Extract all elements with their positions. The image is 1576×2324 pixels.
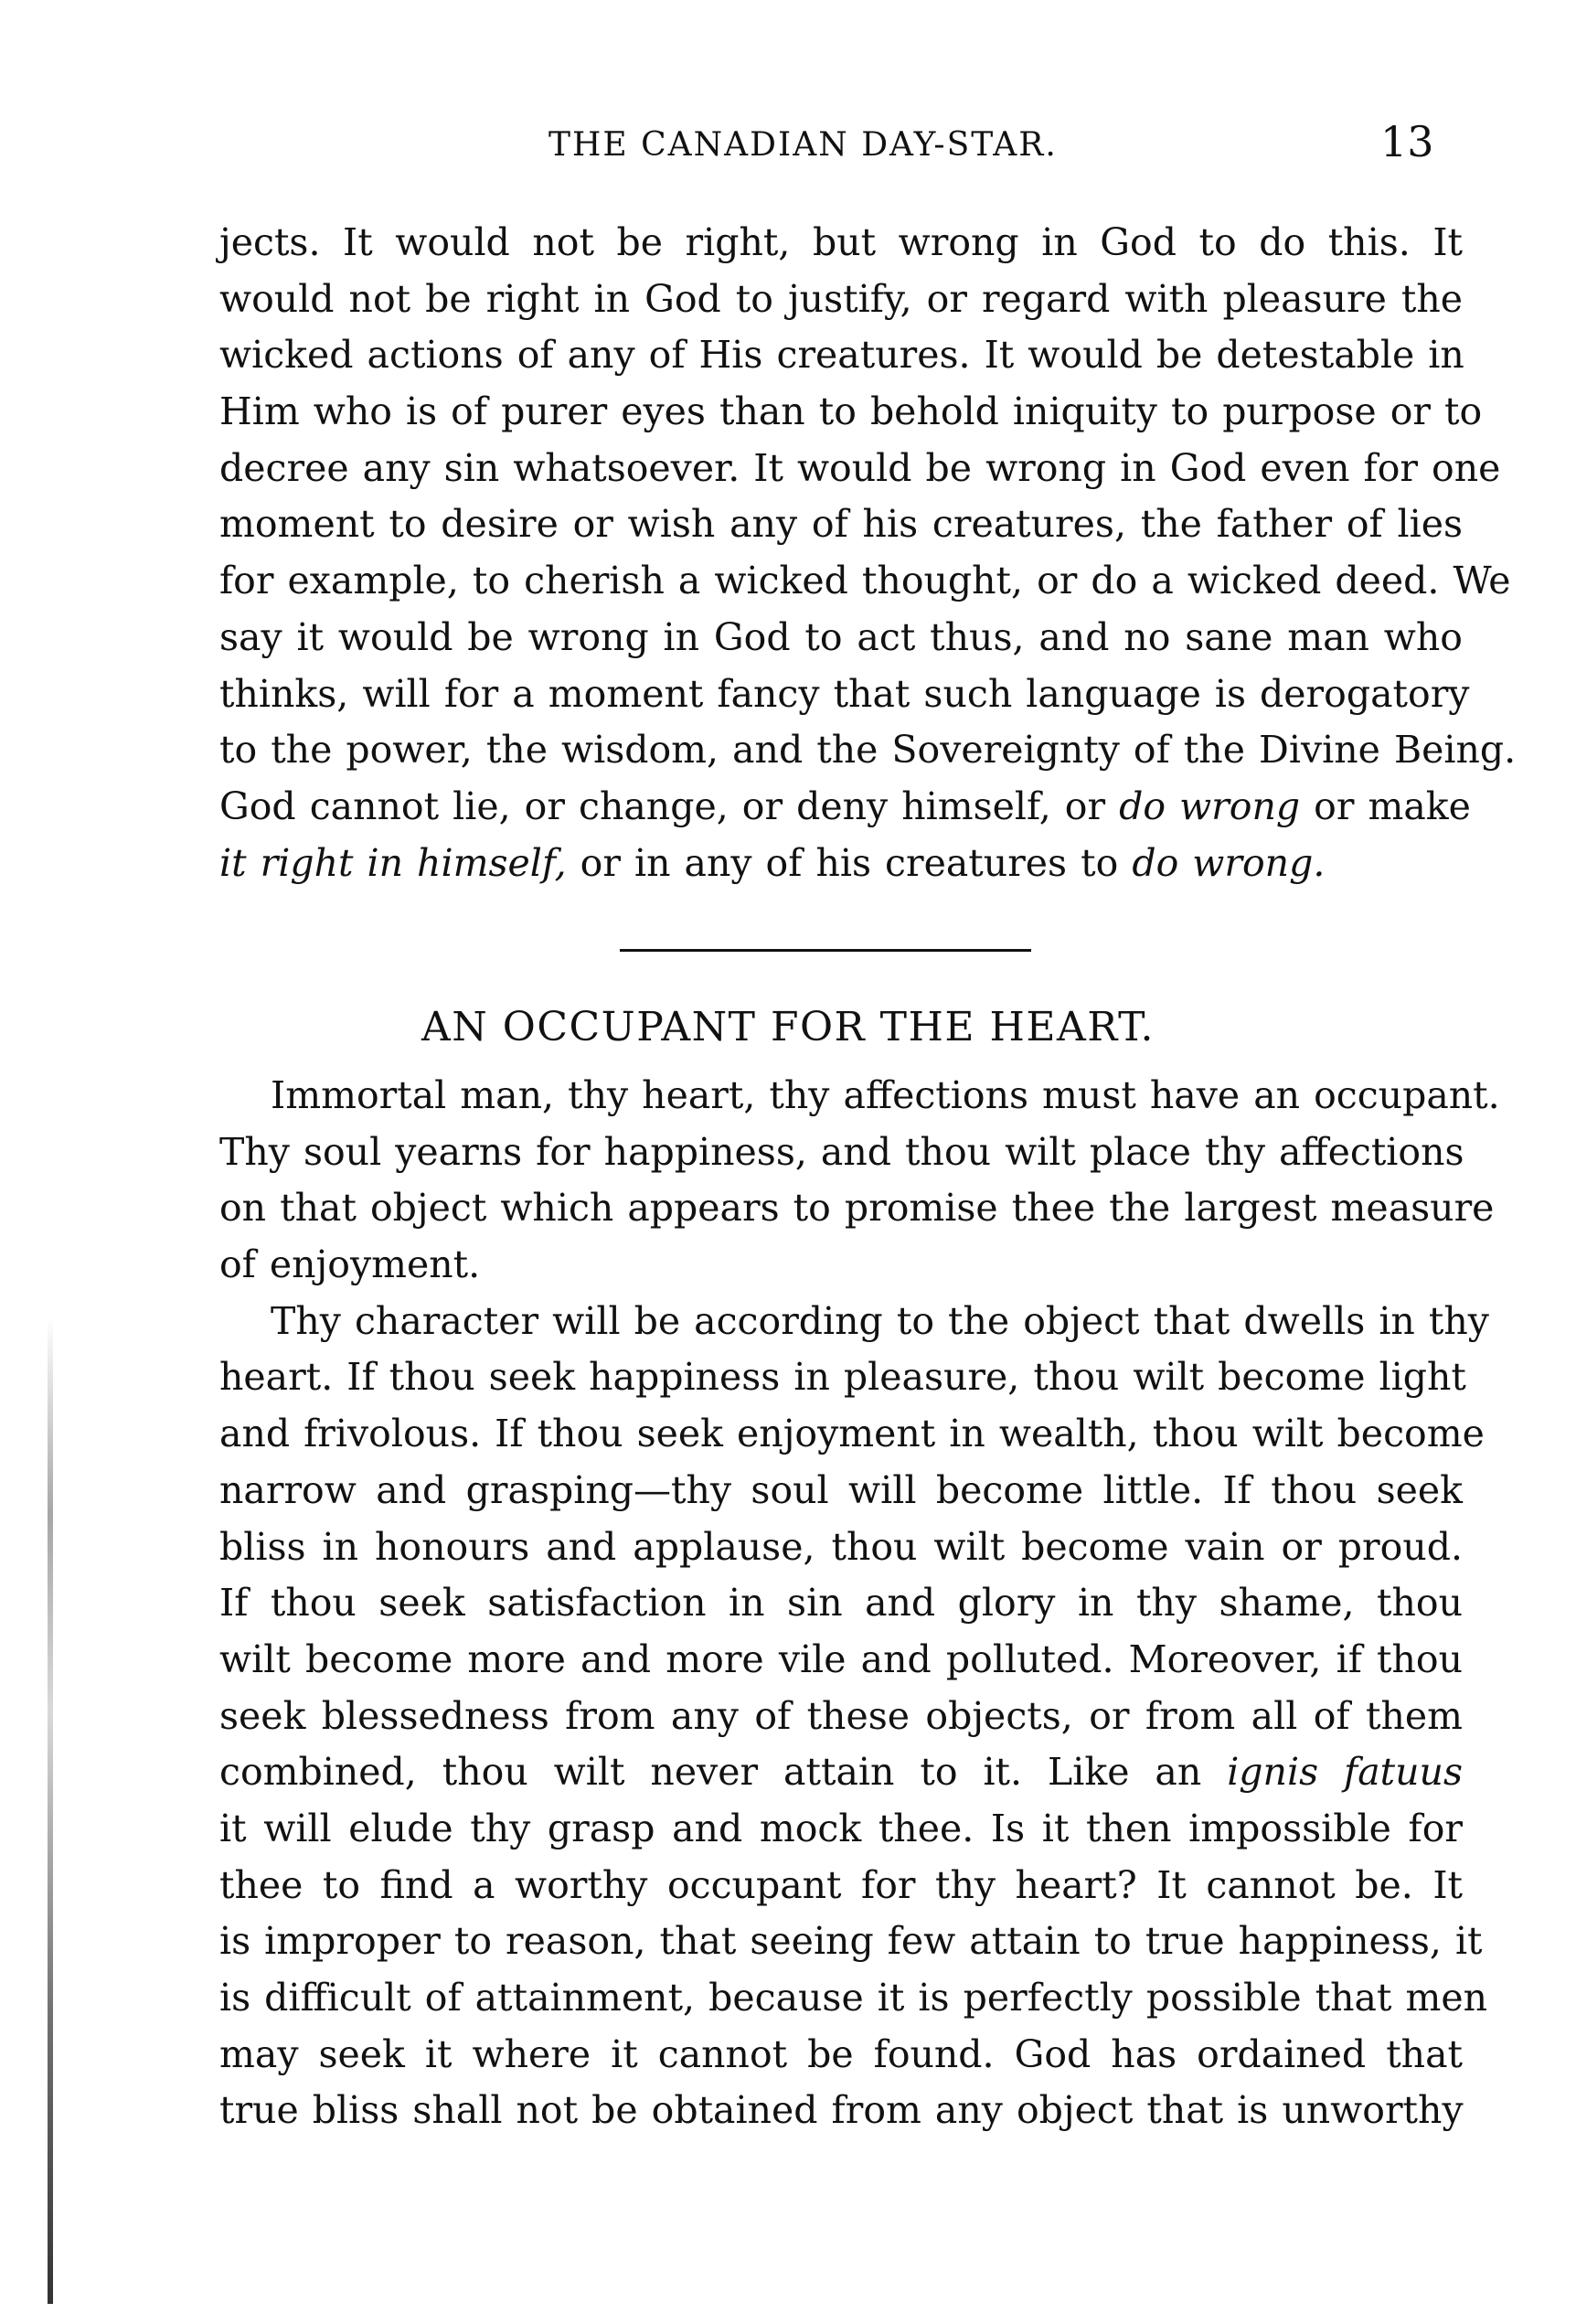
text-line: wilt become more and more vile and polluted. Moreover, if thou: [219, 1636, 1463, 1681]
continued-paragraph: [219, 215, 1517, 891]
text-line: moment to desire or wish any of his creatures, the father of lies: [219, 502, 1463, 547]
italic-phrase: ignis fatuus: [1227, 1750, 1463, 1795]
text-line: say it would be wrong in God to act thus, and no sane man who: [219, 614, 1463, 659]
italic-phrase: do wrong: [1119, 784, 1301, 828]
text-line: for example, to cherish a wicked thought, or do a wicked deed. We: [219, 559, 1511, 603]
page-number: 13: [1380, 117, 1434, 166]
text-line: is improper to reason, that seeing few attain to true happiness, it: [219, 1919, 1483, 1964]
text-line: would not be right in God to justify, or regard with pleasure the: [219, 276, 1463, 321]
running-title: THE CANADIAN DAY-STAR.: [548, 126, 1058, 164]
article-title: AN OCCUPANT FOR THE HEART.: [421, 1004, 1155, 1050]
text-line: jects. It would not be right, but wrong in God to do this. It: [219, 220, 1463, 264]
italic-phrase: do wrong.: [1132, 840, 1326, 885]
binding-shadow: [48, 1317, 53, 2304]
text-line: heart. If thou seek happiness in pleasure, thou wilt become light: [219, 1355, 1466, 1400]
text-line: on that object which appears to promise thee the largest measure: [219, 1186, 1495, 1231]
text-line: decree any sin whatsoever. It would be wrong in God even for one: [219, 445, 1501, 490]
article-body: [219, 1068, 1500, 2139]
text-line: bliss in honours and applause, thou wilt become vain or proud.: [219, 1524, 1463, 1569]
text-line: is difficult of attainment, because it is perfectly possible that men: [219, 1976, 1488, 2020]
text-line: and frivolous. If thou seek enjoyment in wealth, thou wilt become: [219, 1412, 1485, 1456]
text-line: Thy soul yearns for happiness, and thou wilt place thy affections: [219, 1129, 1464, 1174]
text-line: thinks, will for a moment fancy that such language is derogatory: [219, 671, 1470, 716]
text-segment: or make: [1314, 784, 1471, 828]
text-line: narrow and grasping—thy soul will become little. If thou seek: [219, 1467, 1463, 1512]
text-line: to the power, the wisdom, and the Sovereignty of the Divine Being.: [219, 728, 1517, 773]
text-line: seek blessedness from any of these objects, or from all of them: [219, 1693, 1463, 1738]
text-line: wicked actions of any of His creatures. It would be detestable in: [219, 333, 1464, 378]
text-line: [219, 836, 1463, 892]
text-line: If thou seek satisfaction in sin and glory in thy shame, thou: [219, 1581, 1463, 1626]
text-line: true bliss shall not be obtained from any object that is unworthy: [219, 2088, 1464, 2133]
text-segment: or in any of his creatures to: [566, 840, 1133, 885]
text-line: Him who is of purer eyes than to behold iniquity to purpose or to: [219, 389, 1483, 434]
text-line: it will elude thy grasp and mock thee. Is it then impossible for: [219, 1806, 1463, 1850]
section-divider: [620, 949, 1031, 952]
text-line: Immortal man, thy heart, thy affections must have an occupant.: [271, 1073, 1500, 1117]
text-line: of enjoyment.: [219, 1242, 481, 1287]
text-segment: combined, thou wilt never attain to it. Like an: [219, 1750, 1228, 1795]
text-line: thee to find a worthy occupant for thy heart? It cannot be. It: [219, 1862, 1463, 1907]
text-line: Thy character will be according to the object that dwells in thy: [271, 1298, 1489, 1343]
text-line: [219, 1744, 1463, 1801]
text-line: [219, 779, 1471, 836]
italic-phrase: it right in himself,: [219, 840, 567, 885]
text-segment: God cannot lie, or change, or deny himself, or: [219, 784, 1120, 828]
text-line: may seek it where it cannot be found. God has ordained that: [219, 2031, 1463, 2076]
